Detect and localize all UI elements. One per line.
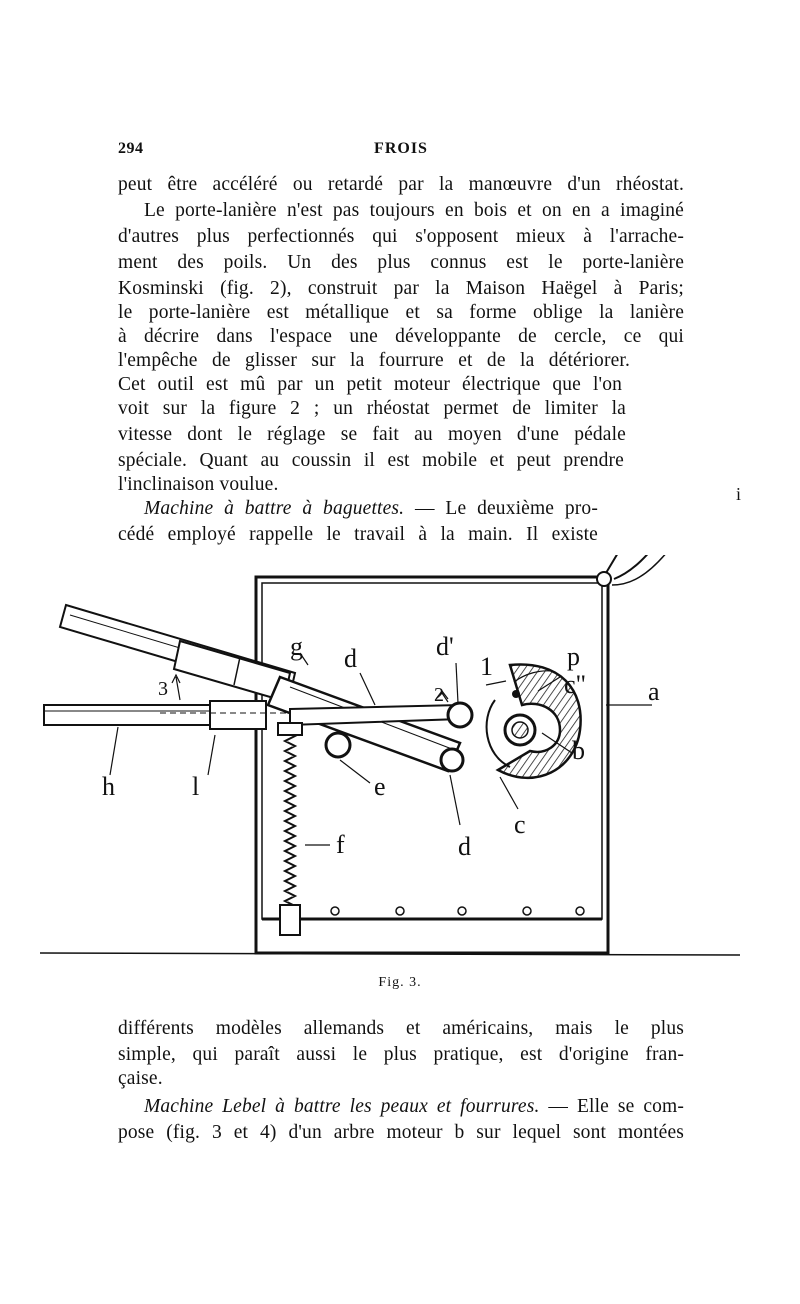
figure-label: h [102, 772, 115, 801]
text-line: pose (fig. 3 et 4) d'un arbre moteur b sur lequel sont montées [118, 1122, 684, 1143]
figure-label: c" [564, 670, 587, 699]
rod-h [44, 705, 214, 725]
text-line: Cet outil est mû par un petit moteur électrique que l'on [118, 374, 622, 395]
figure-label: d [344, 644, 357, 673]
text-line: çaise. [118, 1068, 163, 1089]
figure-label: g [290, 632, 303, 661]
text-line: à décrire dans l'espace une développante de cercle, ce qui [118, 326, 684, 347]
text-line: vitesse dont le réglage se fait au moyen d'une pédale [118, 424, 626, 445]
text-line: cédé employé rappelle le travail à la main. Il existe [118, 524, 598, 545]
running-head [118, 140, 684, 162]
section-text: — Le deuxième pro- [404, 498, 598, 519]
running-title: FROIS [374, 140, 428, 157]
section-line [144, 498, 598, 520]
text-line: peut être accéléré ou retardé par la manœuvre d'un rhéostat. [118, 174, 684, 195]
figure-label: i [736, 484, 742, 504]
figure-label: l [192, 772, 200, 801]
figure-label: b [572, 736, 585, 765]
figure-label: a [648, 677, 660, 706]
spring-f [278, 723, 302, 935]
pulley-e [326, 733, 350, 757]
figure-illustration [40, 555, 740, 975]
figure-label: e [374, 772, 386, 801]
lid-hinge [597, 572, 611, 586]
section-title: Machine Lebel à battre les peaux et fourrures. [144, 1096, 540, 1117]
text-line: Le porte-lanière n'est pas toujours en bois et on en a imaginé [144, 200, 684, 221]
figure-label: d' [436, 632, 454, 661]
text-line: différents modèles allemands et américains, mais le plus [118, 1018, 684, 1039]
figure-label: p [567, 642, 580, 671]
text-line: d'autres plus perfectionnés qui s'opposent mieux à l'arrache- [118, 226, 684, 247]
page-number: 294 [118, 140, 144, 157]
figure-label: d [458, 832, 471, 861]
text-line: le porte-lanière est métallique et sa forme oblige la lanière [118, 302, 684, 323]
text-line: l'empêche de glisser sur la fourrure et de la détériorer. [118, 350, 630, 371]
text-line: voit sur la figure 2 ; un rhéostat permet de limiter la [118, 398, 626, 419]
text-line: simple, qui paraît aussi le plus pratique, est d'origine fran- [118, 1044, 684, 1065]
section-text: — Elle se com- [539, 1096, 684, 1117]
text-line: Kosminski (fig. 2), construit par la Maison Haëgel à Paris; [118, 278, 684, 299]
figure-label: 3 [158, 678, 168, 700]
figure-label: 2 [434, 684, 444, 706]
section-title: Machine à battre à baguettes. [144, 498, 405, 519]
figure-caption: Fig. 3. [378, 975, 422, 990]
figure-label: c [514, 810, 526, 839]
text-line: ment des poils. Un des plus connus est le porte-lanière [118, 252, 684, 273]
figure-label: 1 [480, 652, 493, 681]
lid [606, 555, 740, 579]
text-line: l'inclinaison voulue. [118, 474, 279, 495]
section-line [144, 1096, 684, 1118]
text-line: spéciale. Quant au coussin il est mobile et peut prendre [118, 450, 624, 471]
figure-label: f [336, 830, 345, 859]
